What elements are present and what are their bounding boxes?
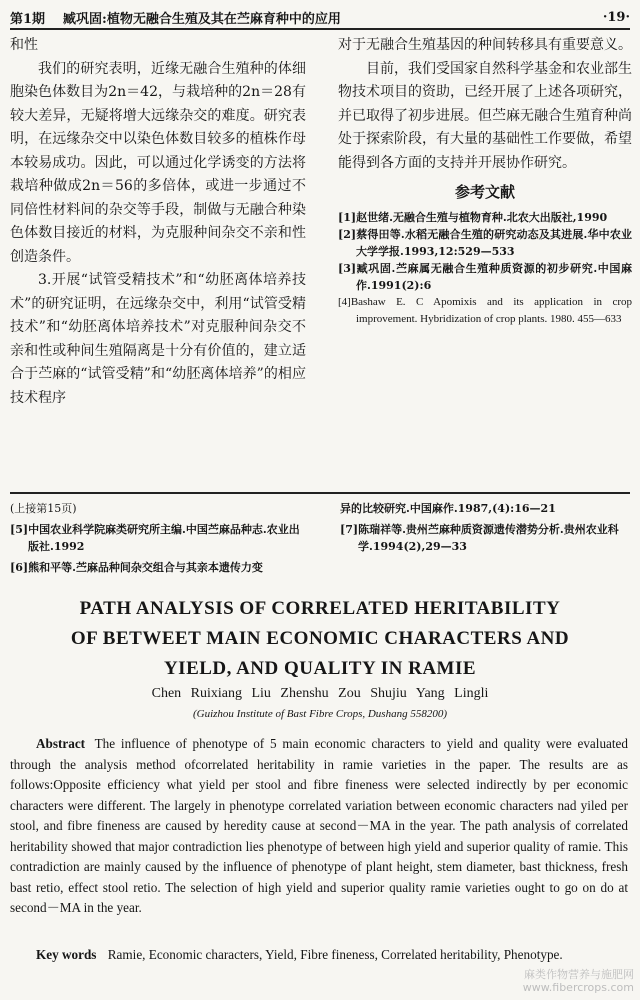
reference-item: [1]赵世绪.无融合生殖与植物育种.北农大出版社,1990	[338, 210, 608, 224]
keywords-label: Key words	[36, 947, 97, 962]
title-line: PATH ANALYSIS OF CORRELATED HERITABILITY	[79, 598, 561, 619]
page-number: ·19·	[602, 9, 630, 25]
right-column	[338, 34, 632, 328]
title-line: YIELD, AND QUALITY IN RAMIE	[163, 658, 477, 679]
site-watermark	[523, 968, 634, 994]
left-paragraph: 3.开展“试管受精技术”和“幼胚离体培养技术”的研究证明，在远缘杂交中，利用“试管受精技术”和“幼胚离体培养技术”对克服种间杂交不亲和性或种间生殖隔离是十分有价值的，建立适合于苎麻的“试管受精”和“幼胚离体培养”的相应技术程序	[10, 272, 306, 406]
page-header	[10, 6, 630, 30]
continued-references-right	[340, 500, 632, 559]
continued-references-left	[10, 500, 310, 580]
left-paragraph: 我们的研究表明，近缘无融合生殖种的体细胞染色体数目为2n＝42，与栽培种的2n＝28有较大差异，无疑将增大远缘杂交的难度。研究表明，在远缘杂交中以染色体数目较多的植株作母本较易成功。因此，可以通过化学诱变的方法将栽培种做成2n＝56的多倍体，或进一步通过不同倍性材料间的杂交等手段，制做与无融合种染色体数目接近的材料，为克服种间杂交不亲和性创造条件。	[10, 60, 306, 265]
article-affiliation: (Guizhou Institute of Bast Fibre Crops, Dushang 558200)	[192, 708, 447, 720]
abstract	[10, 734, 628, 919]
reference-item: [4]Bashaw E. C Apomixis and its application in crop improvement. Hybridization of crop plants. 1980. 455—633	[338, 295, 632, 325]
left-column	[10, 34, 306, 410]
running-title: 臧巩固:植物无融合生殖及其在苎麻育种中的应用	[63, 11, 341, 27]
abstract-label: Abstract	[36, 736, 86, 751]
right-paragraph: 对于无融合生殖基因的种间转移具有重要意义。	[338, 37, 632, 53]
reference-item: 异的比较研究.中国麻作.1987,(4):16—21	[340, 502, 556, 515]
abstract-text: The influence of phenotype of 5 main economic characters to yield and quality were evaluated through the analysis method ofcorrelated heritability in ramie varieties in the paper. The results are as follows:Opposite efficiency what yield per stool and fibre fineness were selected indirectly by per economic characters were different. The largely in phenotype correlated variation between economic characters nad yiled per stool, and fibre fineness are caused by heredity cause at second－MA in the year. The path analysis of correlated heritability showed that major contradiction lies phenotype of between high yield and superior quality of ramie. This contradiction are mainly caused by the influence of phenotype of plant height, stem diameter, bast thickness, fresh bast retio, effect stool retio. The selection of high yield and superior quality ramie varieties ought to go on do at second－MA in the year.	[10, 736, 628, 915]
watermark-line: 麻类作物营养与施肥网	[524, 968, 634, 981]
right-paragraph: 目前，我们受国家自然科学基金和农业部生物技术项目的资助，已经开展了上述各项研究，并已取得了初步进展。但苎麻无融合生殖育种尚处于探索阶段，有大量的基础性工作要做，希望能得到各方面的支持并开展协作研究。	[338, 60, 632, 171]
section-divider	[10, 492, 630, 494]
keywords-text: Ramie, Economic characters, Yield, Fibre fineness, Correlated heritability, Phenotype.	[107, 947, 563, 962]
keywords	[10, 944, 628, 965]
article-title	[0, 594, 640, 684]
reference-item: [7]陈瑞祥等.贵州苎麻种质资源遗传潜势分析.贵州农业科学.1994(2),29—33	[340, 523, 619, 553]
reference-item: [3]臧巩固.苎麻属无融合生殖种质资源的初步研究.中国麻作.1991(2):6	[338, 261, 632, 292]
reference-item: [5]中国农业科学院麻类研究所主编.中国苎麻品种志.农业出版社.1992	[10, 523, 300, 553]
watermark-line: www.fibercrops.com	[522, 981, 634, 994]
article-authors: Chen Ruixiang Liu Zhenshu Zou Shujiu Yang Lingli	[151, 686, 489, 701]
continued-note: (上接第15页)	[10, 502, 77, 515]
reference-item: [2]蔡得田等.水稻无融合生殖的研究动态及其进展.华中农业大学学报.1993,12:529—533	[338, 227, 632, 258]
references-heading: 参考文献	[454, 183, 515, 201]
left-paragraph: 和性	[10, 37, 38, 53]
reference-item: [6]熊和平等.苎麻品种间杂交组合与其亲本遗传力变	[10, 561, 263, 574]
issue-number: 第1期	[10, 11, 46, 27]
title-line: OF BETWEET MAIN ECONOMIC CHARACTERS AND	[70, 628, 570, 649]
